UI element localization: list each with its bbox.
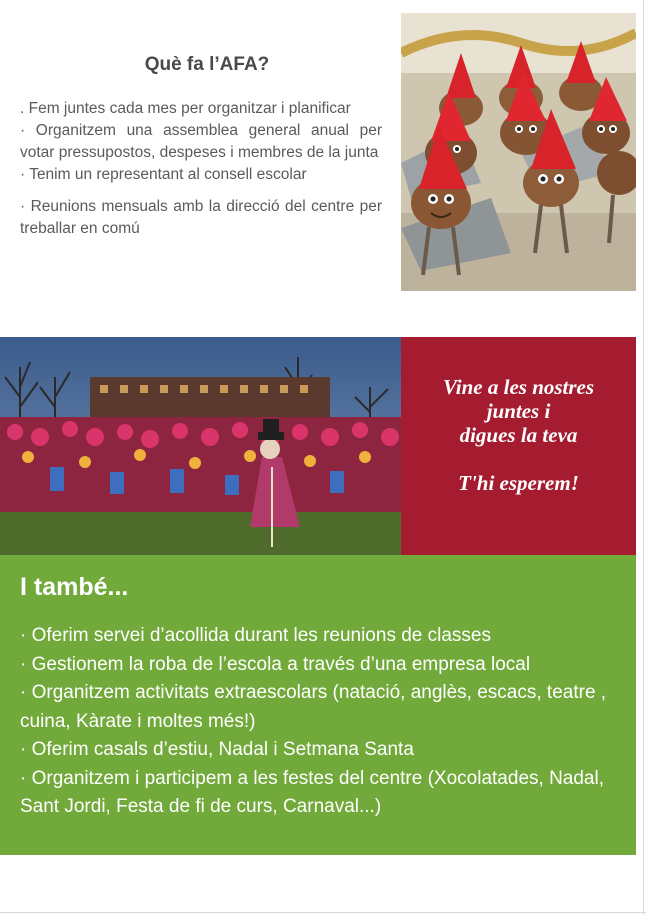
also-item-childcare: · Oferim servei d’acollida durant les reunions de classes xyxy=(20,625,491,646)
craft-figures-illustration xyxy=(401,13,636,291)
afa-list xyxy=(20,98,382,240)
invitation-box xyxy=(401,337,636,555)
invitation-line-3: digues la teva xyxy=(459,423,578,447)
also-section xyxy=(0,555,636,855)
afa-item-monthly-meetings: . Fem juntes cada mes per organitzar i planificar xyxy=(20,100,351,117)
afa-item-school-council: · Tenim un representant al consell escolar xyxy=(20,166,307,183)
invitation-line-1: Vine a les nostres xyxy=(442,375,595,399)
also-item-uniforms: · Gestionem la roba de l’escola a través d’una empresa local xyxy=(20,653,531,675)
afa-item-direction-meetings: · Reunions mensuals amb la direcció del centre per treballar en comú xyxy=(20,198,382,237)
carnival-crowd-photo xyxy=(0,337,401,555)
invitation-line-4: T'hi esperem! xyxy=(458,471,579,495)
craft-figures-photo xyxy=(401,13,636,291)
also-item-festivities: · Organitzem i participem a les festes del centre (Xocolatades, Nadal, Sant Jordi, Festa de fi de curs, Carnaval...) xyxy=(20,767,604,817)
page-border-bottom xyxy=(0,912,646,913)
afa-title: Què fa l’AFA? xyxy=(144,54,270,75)
also-item-holiday-camps: · Oferim casals d’estiu, Nadal i Setmana Santa xyxy=(20,739,414,760)
carnival-crowd-illustration xyxy=(0,337,401,555)
invitation-line-2: juntes i xyxy=(486,399,551,423)
also-list xyxy=(20,622,636,822)
page-border-right xyxy=(643,0,644,915)
also-title: I també... xyxy=(20,573,129,601)
afa-item-general-assembly: · Organitzem una assemblea general anual per votar pressupostos, despeses i membres de la junta xyxy=(20,122,382,161)
afa-section xyxy=(20,54,382,240)
also-item-extracurricular: · Organitzem activitats extraescolars (natació, anglès, escacs, teatre , cuina, Kàrate i moltes més!) xyxy=(20,682,607,732)
